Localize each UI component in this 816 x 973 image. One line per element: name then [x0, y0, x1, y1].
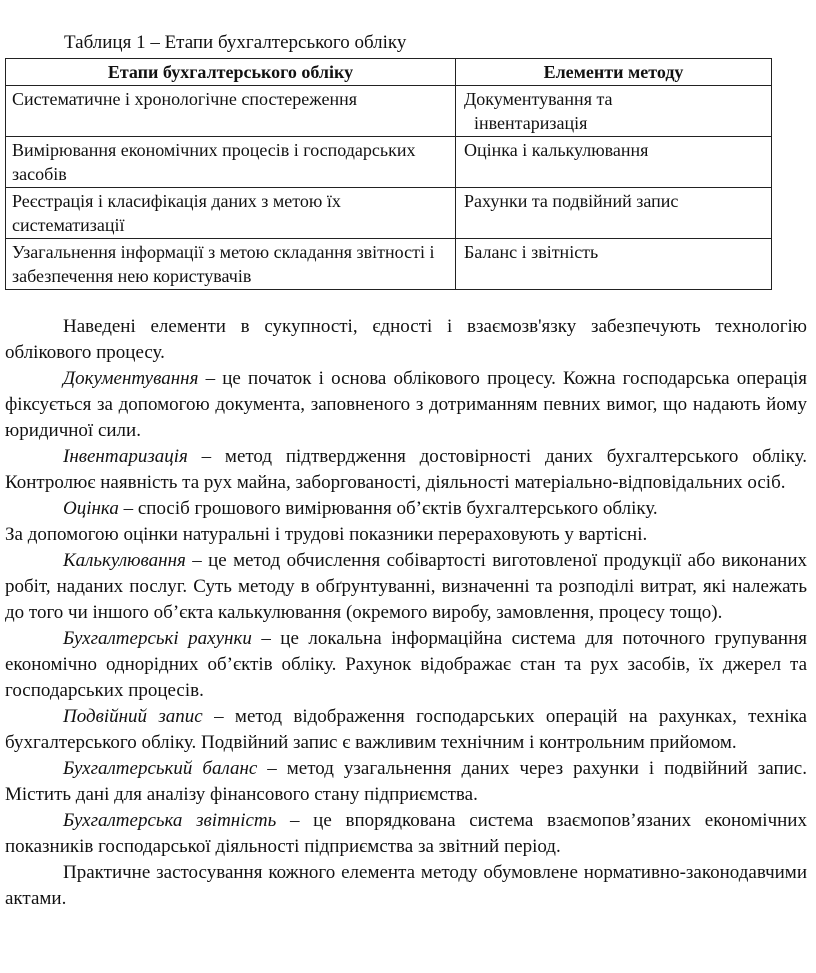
header-stages: Етапи бухгалтерського обліку	[6, 59, 456, 86]
term: Бухгалтерський баланс	[63, 758, 258, 779]
table-row	[6, 239, 772, 290]
stage-cell: Реєстрація і класифікація даних з метою їх систематизації	[6, 188, 456, 239]
paragraph	[5, 496, 807, 522]
paragraph	[5, 444, 807, 496]
paragraph	[5, 548, 807, 626]
element-cell: Баланс і звітність	[456, 239, 772, 290]
paragraph-text: – це початок і основа облікового процесу. Кожна господарська операція фіксується за допомогою документа, заповненого з дотриманням певних вимог, що надають йому юридичної сили.	[5, 368, 807, 441]
paragraph-text: – метод узагальнення даних через рахунки і подвійний запис. Містить дані для аналізу фінансового стану підприємства.	[5, 758, 807, 805]
term: Подвійний запис	[63, 706, 203, 727]
stage-cell: Узагальнення інформації з метою складання звітності і забезпечення нею користувачів	[6, 239, 456, 290]
table-caption: Таблиця 1 – Етапи бухгалтерського обліку	[64, 32, 407, 53]
paragraph	[5, 626, 807, 704]
term: Калькулювання	[63, 550, 186, 571]
element-cell: Рахунки та подвійний запис	[456, 188, 772, 239]
element-cell	[456, 86, 772, 137]
stage-cell: Вимірювання економічних процесів і господарських засобів	[6, 137, 456, 188]
paragraph-text: – спосіб грошового вимірювання об’єктів бухгалтерського обліку.	[118, 498, 658, 519]
header-elements: Елементи методу	[456, 59, 772, 86]
paragraph-text: – метод підтвердження достовірності даних бухгалтерського обліку. Контролює наявність та рух майна, заборгованості, діяльності матеріально-відповідальних осіб.	[5, 446, 807, 493]
paragraph-text: Наведені елементи в сукупності, єдності і взаємозв'язку забезпечують технологію облікового процесу.	[5, 316, 807, 363]
paragraph	[5, 704, 807, 756]
element-cell: Оцінка і калькулювання	[456, 137, 772, 188]
table-row	[6, 86, 772, 137]
paragraph-text: – це локальна інформаційна система для поточного групування економічно однорідних об’єктів обліку. Рахунок відображає стан та рух засобів, їх джерел та господарських процесів.	[5, 628, 807, 701]
table-row	[6, 137, 772, 188]
element-line: інвентаризація	[474, 113, 588, 133]
paragraph-text: За допомогою оцінки натуральні і трудові показники перераховують у вартісні.	[5, 524, 648, 545]
paragraph	[5, 860, 807, 912]
paragraph	[5, 314, 807, 366]
term: Інвентаризація	[63, 446, 188, 467]
paragraph-text: – метод відображення господарських операцій на рахунках, техніка бухгалтерського обліку. Подвійний запис є важливим технічним і контрольним прийомом.	[5, 706, 807, 753]
paragraph-text: – це метод обчислення собівартості виготовленої продукції або виконаних робіт, наданих послуг. Суть методу в обґрунтуванні, визначенні та розподілі витрат, які належать до того чи іншого об’єкта калькулювання (окремого виробу, замовлення, процесу тощо).	[5, 550, 807, 623]
element-line: Документування та	[464, 89, 613, 109]
paragraph-text: – це впорядкована система взаємопов’язаних економічних показників господарської діяльності підприємства за звітний період.	[5, 810, 807, 857]
accounting-stages-table	[5, 58, 772, 290]
paragraph	[5, 366, 807, 444]
term: Оцінка	[63, 498, 119, 519]
stage-cell: Систематичне і хронологічне спостереження	[6, 86, 456, 137]
table-header-row	[6, 59, 772, 86]
term: Бухгалтерська звітність	[63, 810, 277, 831]
body-text	[5, 314, 807, 912]
paragraph	[5, 522, 807, 548]
term: Бухгалтерські рахунки	[63, 628, 252, 649]
table-row	[6, 188, 772, 239]
paragraph	[5, 808, 807, 860]
term: Документування	[63, 368, 199, 389]
paragraph-text: Практичне застосування кожного елемента методу обумовлене нормативно-законодавчими актами.	[5, 862, 807, 909]
paragraph	[5, 756, 807, 808]
